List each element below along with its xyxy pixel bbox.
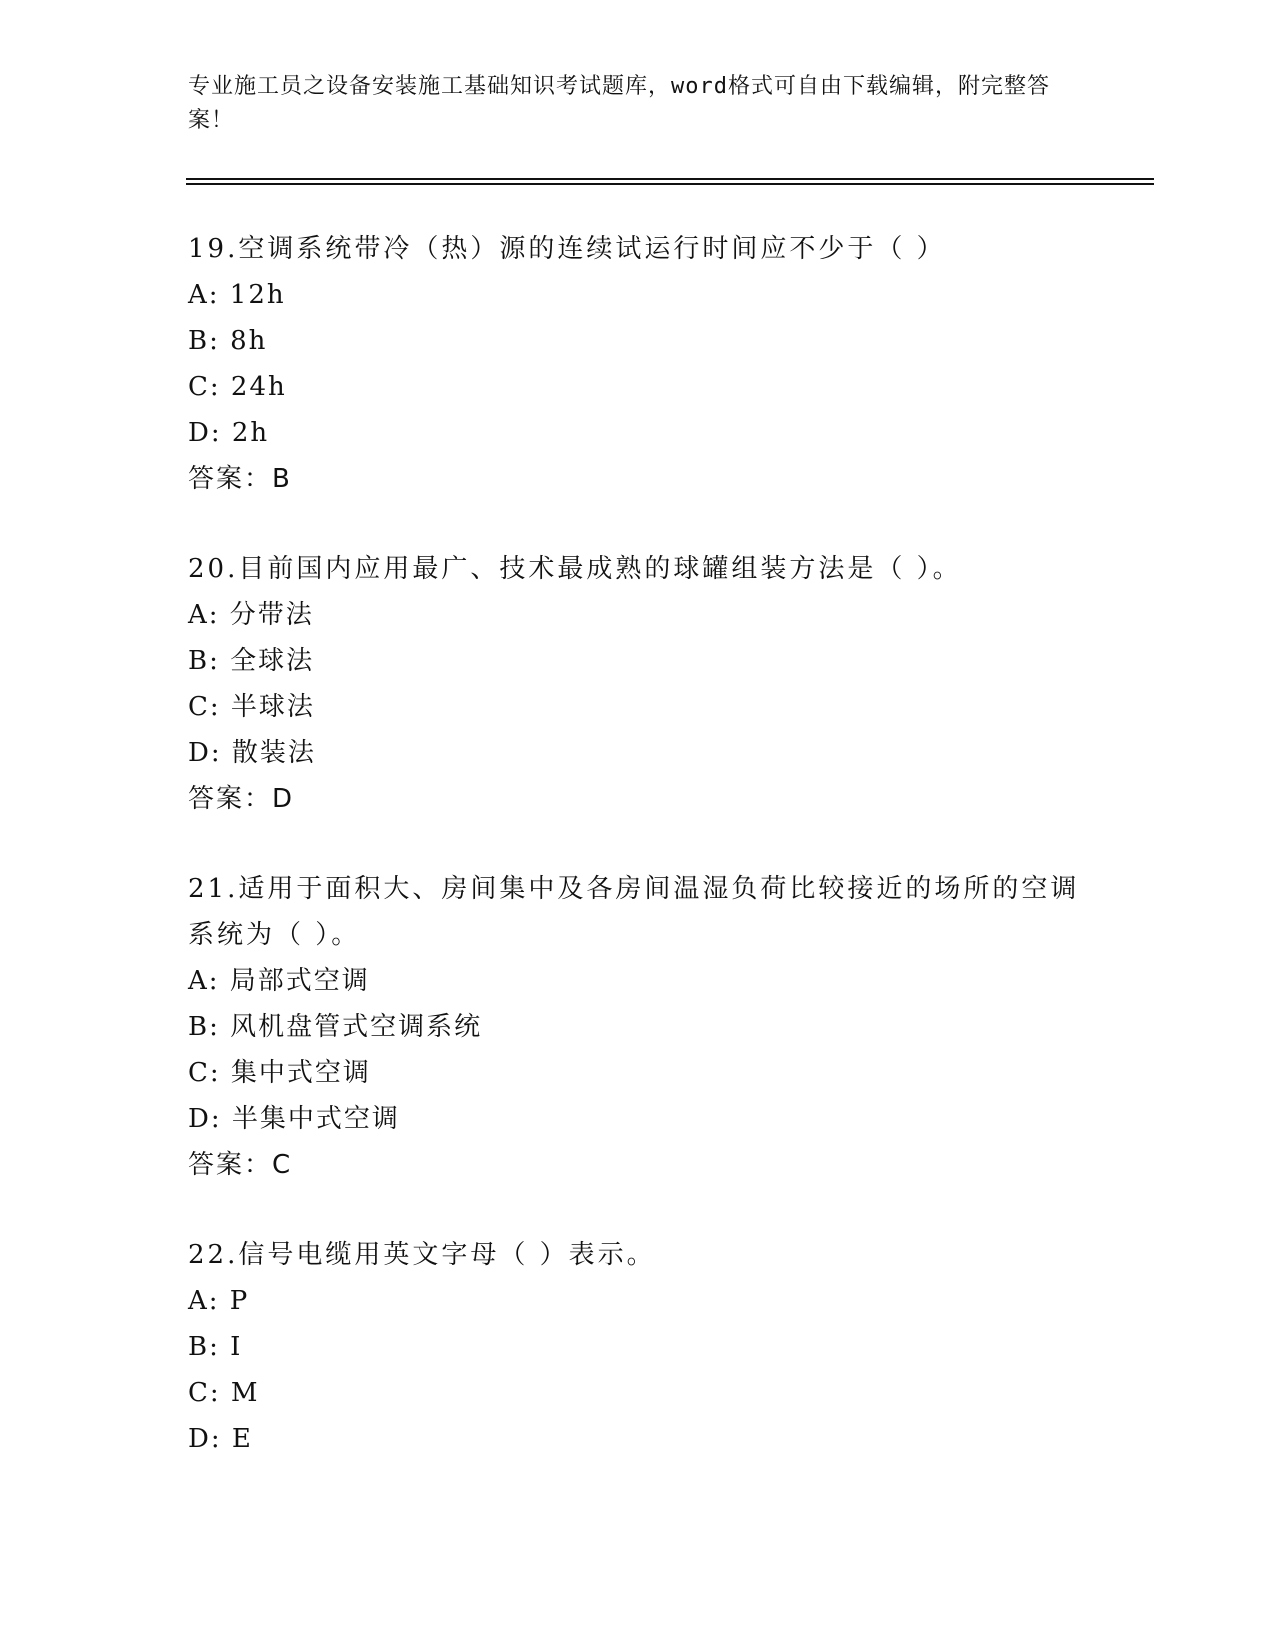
option-d: D: E [188,1424,253,1454]
question-19 [188,226,1088,502]
question-stem: 19.空调系统带冷（热）源的连续试运行时间应不少于（ ） [188,234,946,264]
option-d: D: 2h [188,418,270,448]
question-stem: 21.适用于面积大、房间集中及各房间温湿负荷比较接近的场所的空调系统为（ ）。 [188,874,1080,950]
option-c: C: 半球法 [188,692,315,722]
option-b: B: I [188,1332,243,1362]
option-d: D: 散装法 [188,738,316,768]
question-20 [188,546,1088,822]
option-c: C: 集中式空调 [188,1058,371,1088]
option-b: B: 风机盘管式空调系统 [188,1012,483,1042]
option-c: C: M [188,1378,260,1408]
question-21 [188,866,1088,1188]
option-c: C: 24h [188,372,287,402]
header-divider-bottom [186,183,1154,185]
option-d: D: 半集中式空调 [188,1104,400,1134]
answer: 答案：B [188,464,292,494]
option-a: A: 分带法 [188,600,314,630]
answer: 答案：D [188,784,295,814]
header-divider-top [186,178,1154,180]
option-a: A: 12h [188,280,286,310]
option-a: A: 局部式空调 [188,966,370,996]
option-b: B: 全球法 [188,646,315,676]
question-stem: 20.目前国内应用最广、技术最成熟的球罐组装方法是（ ）。 [188,554,962,584]
option-b: B: 8h [188,326,268,356]
question-22 [188,1232,1088,1462]
question-stem: 22.信号电缆用英文字母（ ）表示。 [188,1240,656,1270]
answer: 答案：C [188,1150,293,1180]
option-a: A: P [188,1286,250,1316]
document-header: 专业施工员之设备安装施工基础知识考试题库，word格式可自由下载编辑，附完整答案！ [188,74,1050,133]
